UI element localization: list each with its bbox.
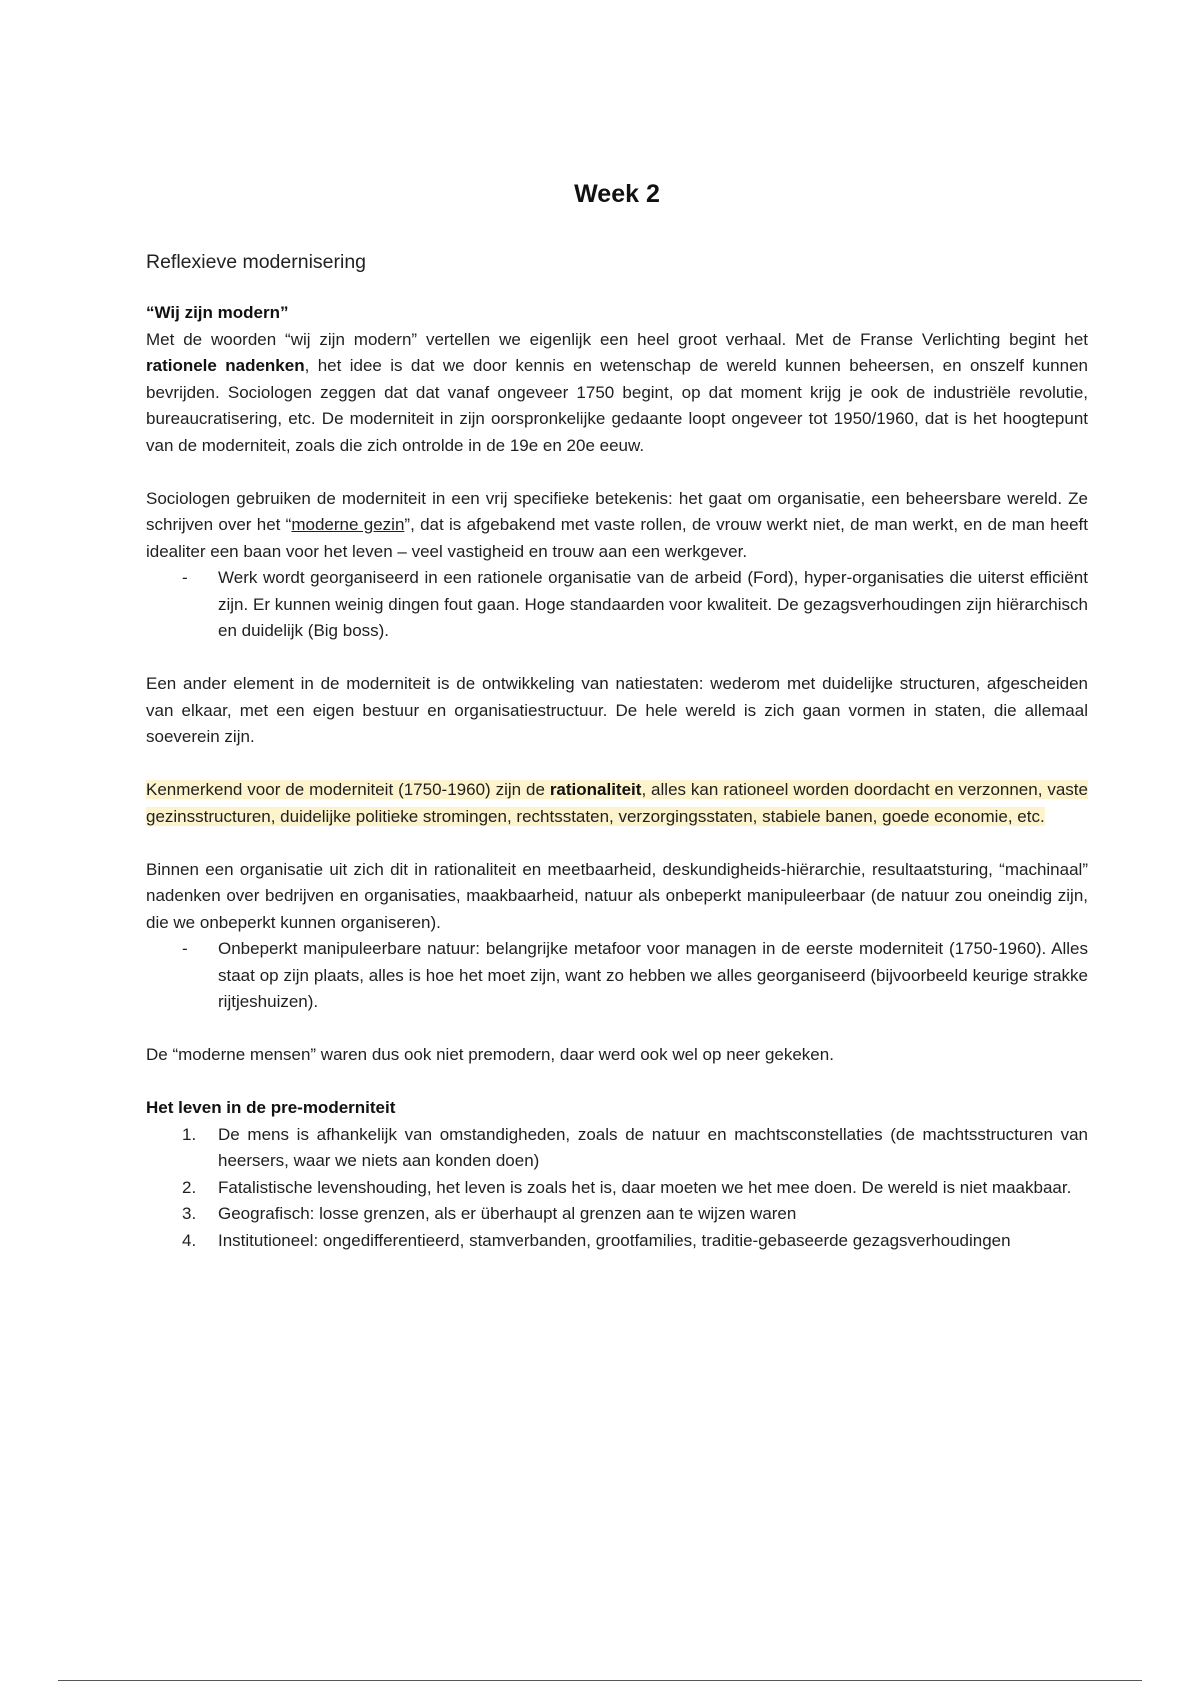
bold-rationele-nadenken: rationele nadenken: [146, 356, 305, 375]
footer-divider: [58, 1680, 1142, 1681]
list-item: 1. De mens is afhankelijk van omstandigheden, zoals de natuur en machtsconstellaties (de machtsstructuren van heersers, waar we niets aan konden doen): [182, 1124, 1088, 1170]
paragraph-sociologen: Sociologen gebruiken de moderniteit in een vrij specifieke betekenis: het gaat om organisatie, een beheersbare wereld. Ze schrijven over het “moderne gezin”, dat is afgebakend met vaste rollen, de vrouw werkt niet, de man werkt, en de man heeft idealiter een baan voor het leven – veel vastigheid en trouw aan een werkgever.: [146, 488, 1088, 561]
highlighted-paragraph-kenmerkend: Kenmerkend voor de moderniteit (1750-1960) zijn de rationaliteit, alles kan rationeel worden doordacht en verzonnen, vaste gezinsstructuren, duidelijke politieke stromingen, rechtsstaten, verzorgingsstaten, stabiele banen, goede economie, etc.: [146, 780, 1088, 826]
underlined-moderne-gezin: moderne gezin: [291, 515, 405, 534]
list-item: - Werk wordt georganiseerd in een rationele organisatie van de arbeid (Ford), hyper-organisaties die uiterst efficiënt zijn. Er kunnen weinig dingen fout gaan. Hoge standaarden voor kwaliteit. De gezagsverhoudingen zijn hiërarchisch en duidelijk (Big boss).: [146, 565, 1088, 645]
document-page: [146, 180, 1088, 1281]
list-item: - Onbeperkt manipuleerbare natuur: belangrijke metafoor voor managen in de eerste moderniteit (1750-1960). Alles staat op zijn plaats, alles is hoe het moet zijn, want zo hebben we alles georganiseerd (bijvoorbeeld keurige strakke rijtjeshuizen).: [146, 936, 1088, 1016]
dash-list-werk: [146, 565, 1088, 645]
paragraph-verlichting: Met de woorden “wij zijn modern” vertellen we eigenlijk een heel groot verhaal. Met de Franse Verlichting begint het rationele nadenken, het idee is dat we door kennis en wetenschap de wereld kunnen beheersen, en onszelf kunnen bevrijden. Sociologen zeggen dat dat vanaf ongeveer 1750 begint, op dat moment krijg je ook de industriële revolutie, bureaucratisering, etc. De moderniteit in zijn oorspronkelijke gedaante loopt ongeveer tot 1950/1960, dat is het hoogtepunt van de moderniteit, zoals die zich ontrolde in de 19e en 20e eeuw.: [146, 329, 1088, 455]
dash-marker: -: [182, 939, 188, 958]
bold-rationaliteit: rationaliteit: [549, 780, 642, 799]
list-item: 3. Geografisch: losse grenzen, als er überhaupt al grenzen aan te wijzen waren: [182, 1204, 797, 1223]
numbered-list-pre-moderniteit: [146, 1122, 1088, 1255]
list-item: 4. Institutioneel: ongedifferentieerd, stamverbanden, grootfamilies, traditie-gebaseerde gezagsverhoudingen: [182, 1230, 1011, 1250]
paragraph-moderne-mensen: De “moderne mensen” waren dus ook niet premodern, daar werd ook wel op neer gekeken.: [146, 1045, 834, 1064]
section-heading-wij-zijn-modern: “Wij zijn modern”: [146, 303, 289, 322]
section-heading-pre-moderniteit: Het leven in de pre-moderniteit: [146, 1098, 396, 1117]
paragraph-organisatie: Binnen een organisatie uit zich dit in rationaliteit en meetbaarheid, deskundigheids-hiërarchie, resultaatsturing, “machinaal” nadenken over bedrijven en organisaties, maakbaarheid, natuur als onbeperkt manipuleerbaar (de natuur zou oneindig zijn, die we onbeperkt kunnen organiseren).: [146, 859, 1088, 932]
paragraph-natiestaten: Een ander element in de moderniteit is de ontwikkeling van natiestaten: wederom met duidelijke structuren, afgescheiden van elkaar, met een eigen bestuur en organisatiestructuur. De hele wereld is zich gaan vormen in staten, die allemaal soeverein zijn.: [146, 674, 1088, 746]
dash-list-natuur: [146, 936, 1088, 1016]
page-title: Week 2: [574, 180, 660, 208]
list-item: 2. Fatalistische levenshouding, het leven is zoals het is, daar moeten we het mee doen. De wereld is niet maakbaar.: [182, 1177, 1072, 1197]
page-subtitle: Reflexieve modernisering: [146, 251, 367, 273]
dash-marker: -: [182, 568, 188, 587]
